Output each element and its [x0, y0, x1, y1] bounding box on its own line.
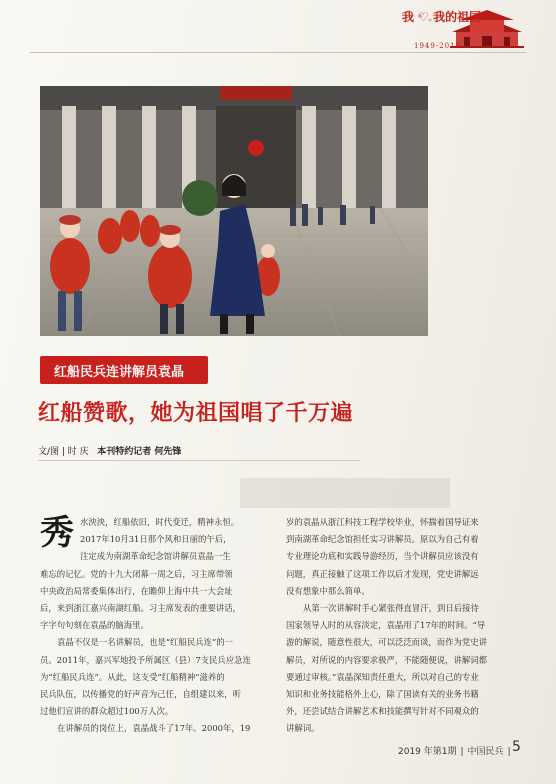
header-rule [30, 52, 526, 53]
footer-divider: | [460, 747, 464, 757]
byline-rule [38, 460, 360, 461]
paragraph-line: 为“红船民兵连”。从此，这支受“红船精神”滋养的 [40, 671, 225, 682]
paragraph-line: 专业理论功底和实践导游经历，当个讲解员应该没有 [286, 551, 479, 562]
paragraph-line: 问题，真正接触了这项工作以后才发现，党史讲解远 [286, 568, 479, 579]
paragraph-line: 没有想象中那么简单。 [286, 585, 370, 596]
paragraph-line: 外，还尝试结合讲解艺术和技能撰写针对不同观众的 [286, 706, 479, 717]
paragraph-line: 要通过审核。”袁晶深知责任重大，所以对自己的专业 [286, 671, 479, 682]
page-footer [398, 744, 515, 757]
paragraph-line: 注定成为南湖革命纪念馆讲解员袁晶一生 [80, 551, 231, 562]
section-tag [40, 356, 208, 384]
paragraph-line: 从第一次讲解时手心紧张得直冒汗，到日后接待 [303, 603, 479, 614]
byline [38, 444, 181, 457]
paragraph-line: 2017年10月31日那个风和日丽的午后， [80, 534, 232, 545]
magazine-name: 中国民兵 [467, 747, 504, 757]
paragraph-line: 后，来到浙江嘉兴南湖红船。习主席发表的重要讲话， [40, 603, 241, 614]
byline-reporter: 本刊特约记者 何先锋 [97, 447, 182, 457]
paragraph-line: 到南湖革命纪念馆担任实习讲解员。原以为自己有着 [286, 534, 479, 545]
byline-photographer: 文/图 | 时 庆 [38, 447, 89, 457]
section-tag-label: 红船民兵连讲解员袁晶 [54, 365, 185, 380]
paragraph-line: 岁的袁晶从浙江科技工程学校毕业，怀揣着国导证来 [286, 517, 479, 527]
paragraph-line: 袁晶不仅是一名讲解员，也是“红船民兵连”的一 [57, 637, 234, 648]
drop-cap: 秀 [40, 513, 74, 553]
paragraph-line: 过他们宣讲的群众超过100万人次。 [40, 706, 174, 717]
article-photo [40, 86, 428, 336]
paragraph-line: 知识和业务技能格外上心，除了国读有关的业务书籍 [286, 689, 479, 700]
paragraph-line: 民兵队伍，以传播党的好声音为己任，自组建以来，听 [40, 689, 241, 700]
issue-label: 2019 年第1期 [398, 747, 457, 757]
footer-divider: | [507, 747, 511, 757]
column-years: 1949-2019 [414, 42, 461, 50]
article-column-left [40, 514, 260, 738]
paragraph-line: 难忘的记忆。党的十九大闭幕一周之后，习主席带领 [40, 568, 233, 579]
column-title: 我 ♡ 我的祖国 [402, 10, 482, 24]
article-column-right [286, 514, 512, 738]
paragraph-line: 水泱泱，红船依旧，时代变迁，精神永恒。 [80, 517, 240, 527]
article-headline: 红船赞歌，她为祖国唱了千万遍 [38, 401, 354, 426]
header-banner [390, 6, 528, 56]
page-number: 5 [512, 739, 521, 755]
paragraph-line: 游的解说，随意性很大，可以泛泛而谈，而作为党史讲 [286, 637, 487, 648]
paragraph-line: 讲解词。 [286, 723, 320, 734]
bleed-through-shadow [240, 478, 450, 508]
paragraph-line: 国家领导人时的从容淡定，袁晶用了17年的时间。“导 [286, 620, 486, 631]
paragraph-line: 中央政治局常委集体出行，在瞻仰上海中共一大会址 [40, 585, 233, 596]
paragraph-line: 在讲解员的岗位上，袁晶战斗了17年。2000年，19 [57, 723, 251, 734]
paragraph-line: 解员，对所说的内容要求极严，不能随便说，讲解词都 [286, 654, 487, 665]
paragraph-line: 员。2011年，嘉兴军地投予所属区（县）7支民兵应急连 [40, 654, 251, 665]
paragraph-line: 字字句句刻在袁晶的脑海里。 [40, 620, 149, 631]
